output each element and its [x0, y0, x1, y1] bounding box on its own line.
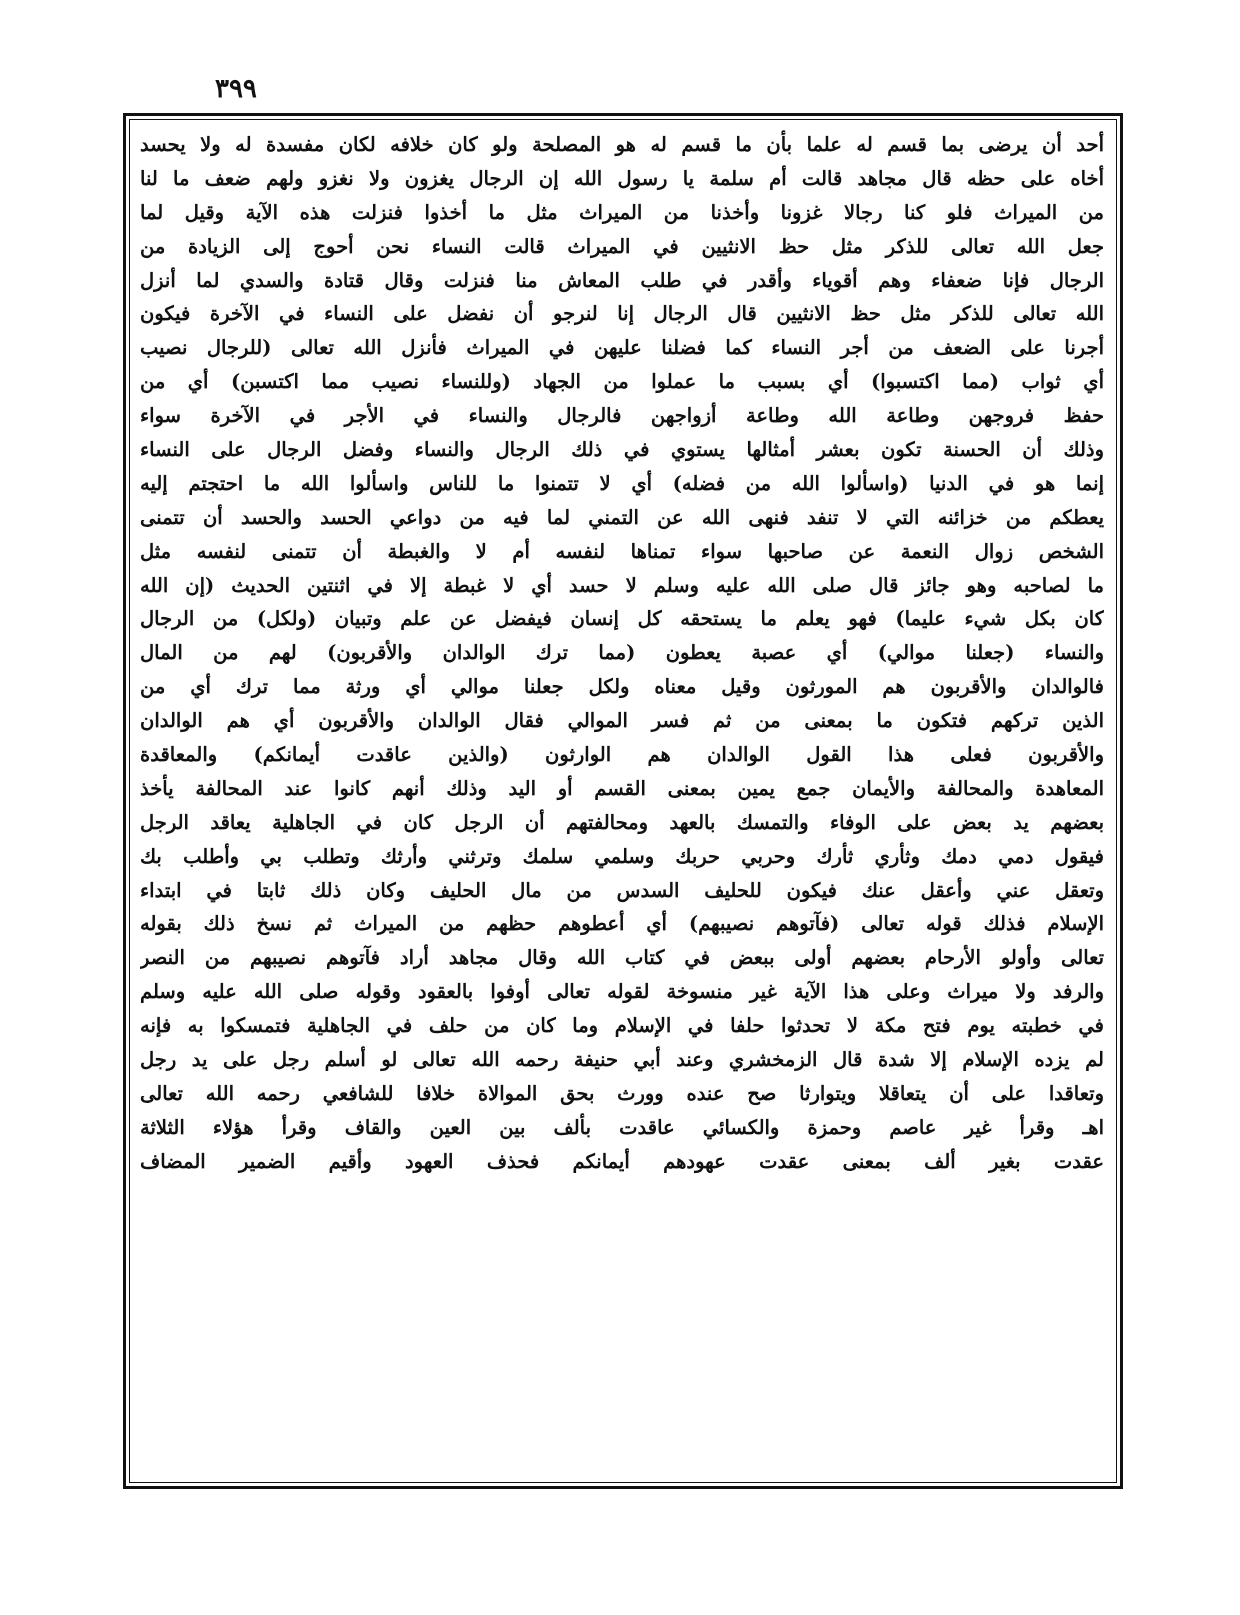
text-line: أحد أن يرضى بما قسم له علما بأن ما قسم له هو المصلحة ولو كان خلافه لكان مفسدة له ولا يحسد: [140, 133, 1104, 156]
text-line: فيقول دمي دمك وثأري ثأرك وحربي حربك وسلمي سلمك وترثني وأرثك وتطلب بي وأطلب بك: [140, 844, 1104, 868]
text-line: جعل الله تعالى للذكر مثل حظ الانثيين في الميراث قالت النساء نحن أحوج إلى الزيادة من: [140, 234, 1104, 258]
text-line: عقدت بغير ألف بمعنى عقدت عهودهم أيمانكم فحذف العهود وأقيم الضمير المضاف: [140, 1149, 1104, 1173]
text-line: الله تعالى للذكر مثل حظ الانثيين قال الرجال إنا لنرجو أن نفضل على النساء في الآخرة فيكون: [140, 302, 1104, 326]
text-line: حفظ فروجهن وطاعة الله وطاعة أزواجهن فالرجال والنساء في الأجر في الآخرة سواء: [140, 404, 1104, 428]
text-line: أخاه على حظه قال مجاهد قالت أم سلمة يا رسول الله إن الرجال يغزون ولا نغزو ولهم ضعف ما لنا: [140, 166, 1104, 190]
text-line: الذين تركهم فتكون ما بمعنى من ثم فسر الموالي فقال الوالدان والأقربون أي هم الوالدان: [140, 709, 1104, 733]
text-line: وتعاقدا على أن يتعاقلا ويتوارثا صح عنده وورث بحق الموالاة خلافا للشافعي رحمه الله تعالى: [140, 1081, 1104, 1105]
text-line: والأقربون فعلى هذا القول الوالدان هم الوارثون (والذين عاقدت أيمانكم) والمعاقدة: [140, 743, 1104, 767]
text-line: إنما هو في الدنيا (واسألوا الله من فضله) أي لا تتمنوا ما للناس واسألوا الله ما احتجتم إليه: [140, 471, 1104, 495]
text-line: ما لصاحبه وهو جائز قال صلى الله عليه وسلم لا حسد أي لا غبطة إلا في اثنتين الحديث (إن الله: [140, 573, 1104, 597]
text-line: والرفد ولا ميراث وعلى هذا الآية غير منسوخة لقوله تعالى أوفوا بالعقود وقوله صلى الله عليه وسلم: [140, 980, 1104, 1004]
text-line: لم يزده الإسلام إلا شدة قال الزمخشري وعند أبي حنيفة رحمه الله تعالى لو أسلم رجل على يد رجل: [140, 1048, 1104, 1072]
page-number: ٣٩٩: [215, 74, 257, 104]
text-line: يعطكم من خزائنه التي لا تنفد فنهى الله عن التمني لما فيه من دواعي الحسد والحسد أن تتمنى: [140, 505, 1104, 529]
text-line: والنساء (جعلنا موالي) أي عصبة يعطون (مما ترك الوالدان والأقربون) لهم من المال: [140, 641, 1104, 665]
text-line: تعالى وأولو الأرحام بعضهم أولى ببعض في كتاب الله وقال مجاهد أراد فآتوهم نصيبهم من النصر: [140, 946, 1104, 970]
text-body: [140, 128, 1104, 1478]
text-line: الرجال فإنا ضعفاء وهم أقوياء وأقدر في طلب المعاش منا فنزلت وقال قتادة والسدي لما أنزل: [140, 268, 1104, 292]
text-line: وتعقل عني وأعقل عنك فيكون للحليف السدس من مال الحليف وكان ذلك ثابتا في ابتداء: [140, 878, 1104, 902]
text-line: الإسلام فذلك قوله تعالى (فآتوهم نصيبهم) أي أعطوهم حظهم من الميراث ثم نسخ ذلك بقوله: [140, 912, 1104, 936]
text-line: كان بكل شيء عليما) فهو يعلم ما يستحقه كل إنسان فيفضل عن علم وتبيان (ولكل) من الرجال: [140, 607, 1104, 631]
text-line: أي ثواب (مما اكتسبوا) أي بسبب ما عملوا من الجهاد (وللنساء نصيب مما اكتسبن) أي من: [140, 370, 1104, 394]
text-line: بعضهم يد بعض على الوفاء والتمسك بالعهد ومحالفتهم أن الرجل كان في الجاهلية يعاقد الرجل: [140, 810, 1104, 834]
text-line: من الميراث فلو كنا رجالا غزونا وأخذنا من الميراث مثل ما أخذوا فنزلت هذه الآية وقيل لما: [140, 200, 1104, 224]
text-line: في خطبته يوم فتح مكة لا تحدثوا حلفا في الإسلام وما كان من حلف في الجاهلية فتمسكوا به فإنه: [140, 1014, 1104, 1038]
text-line: اهـ وقرأ غير عاصم وحمزة والكسائي عاقدت بألف بين العين والقاف وقرأ هؤلاء الثلاثة: [140, 1115, 1104, 1139]
text-line: المعاهدة والمحالفة والأيمان جمع يمين بمعنى القسم أو اليد وذلك أنهم كانوا عند المحالفة يأخذ: [140, 776, 1104, 800]
text-line: وذلك أن الحسنة تكون بعشر أمثالها يستوي في ذلك الرجال والنساء وفضل الرجال على النساء: [140, 438, 1104, 462]
text-line: أجرنا على الضعف من أجر النساء كما فضلنا عليهن في الميراث فأنزل الله تعالى (للرجال نصيب: [140, 336, 1104, 360]
text-line: فالوالدان والأقربون هم المورثون وقيل معناه ولكل جعلنا موالي أي ورثة مما ترك أي من: [140, 675, 1104, 699]
text-line: الشخص زوال النعمة عن صاحبها سواء تمناها لنفسه أم لا والغبطة أن تتمنى لنفسه مثل: [140, 539, 1104, 563]
